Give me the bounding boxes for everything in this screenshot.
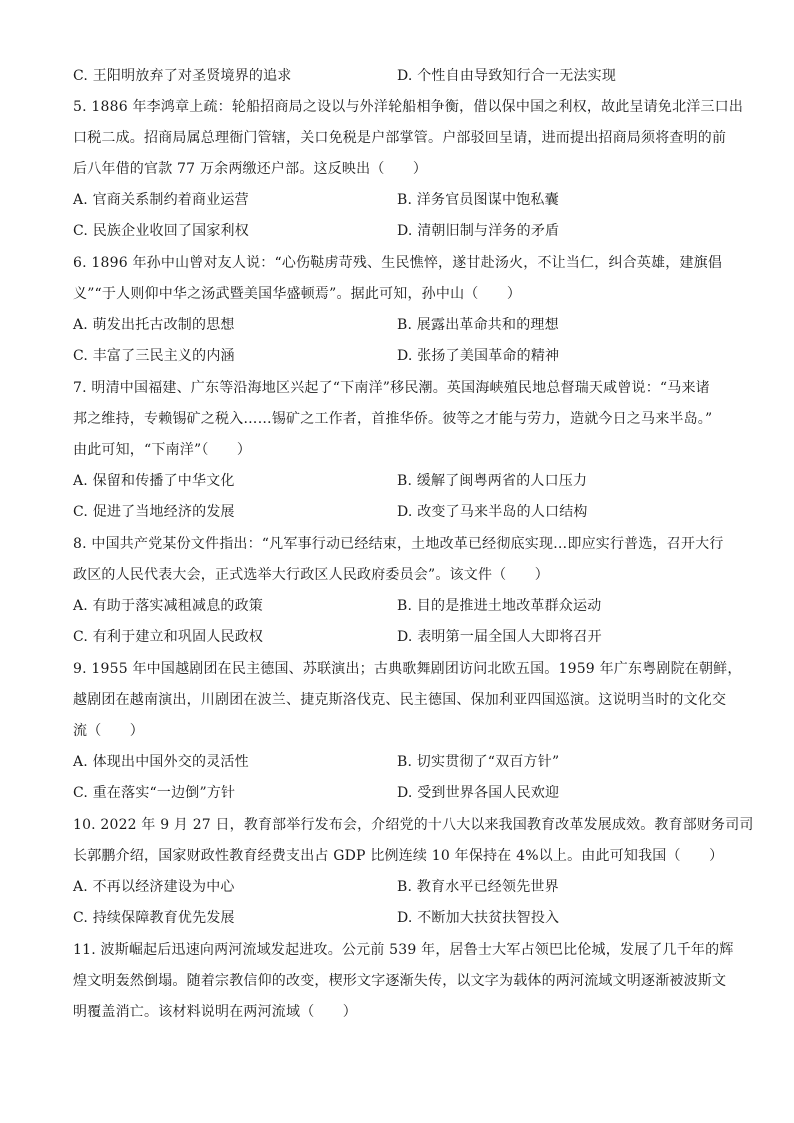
q8-option-b: B. 目的是推进土地改革群众运动 (397, 598, 602, 614)
q10-option-a: A. 不再以经济建设为中心 (73, 879, 235, 895)
q5-option-d: D. 清朝旧制与洋务的矛盾 (397, 223, 560, 239)
q10-stem-line-2: 长郭鹏介绍，国家财政性教育经费支出占 GDP 比例连续 10 年保持在 4%以上。由此可知我国（ ） (73, 848, 724, 864)
q5-option-c: C. 民族企业收回了国家利权 (73, 223, 249, 239)
q9-stem-line-1: 9. 1955 年中国越剧团在民主德国、苏联演出；古典歌舞剧团访问北欧五国。1959 年广东粤剧院在朝鲜， (73, 661, 742, 677)
q7-stem-line-1: 7. 明清中国福建、广东等沿海地区兴起了“下南洋”移民潮。英国海峡殖民地总督瑞天咸曾说：“马来诸 (73, 380, 710, 396)
q5-stem-line-1: 5. 1886 年李鸿章上疏：轮船招商局之设以与外洋轮船相争衡，借以保中国之利权，故此呈请免北洋三口出 (73, 99, 744, 115)
q9-option-c: C. 重在落实“一边倒”方针 (73, 785, 236, 801)
q6-option-a: A. 萌发出托古改制的思想 (73, 317, 235, 333)
q5-option-a: A. 官商关系制约着商业运营 (73, 192, 249, 208)
q6-stem-line-1: 6. 1896 年孙中山曾对友人说：“心伤鞑虏苛残、生民憔悴，遂甘赴汤火，不让当仁，纠合英雄，建旗倡 (73, 255, 723, 271)
q8-stem-line-2: 政区的人民代表大会，正式选举大行政区人民政府委员会”。该文件（ ） (73, 567, 549, 583)
q9-stem-line-3: 流（ ） (73, 723, 144, 739)
q5-option-b: B. 洋务官员图谋中饱私囊 (397, 192, 559, 208)
q7-option-d: D. 改变了马来半岛的人口结构 (397, 504, 588, 520)
q7-stem-line-2: 邦之维持，专赖锡矿之税入……锡矿之工作者，首推华侨。彼等之才能与劳力，造就今日之马来半岛。” (73, 411, 713, 427)
q8-option-c: C. 有利于建立和巩固人民政权 (73, 629, 264, 645)
q7-option-c: C. 促进了当地经济的发展 (73, 504, 235, 520)
q6-option-d: D. 张扬了美国革命的精神 (397, 348, 560, 364)
q9-option-b: B. 切实贯彻了“双百方针” (397, 754, 560, 770)
q7-option-a: A. 保留和传播了中华文化 (73, 473, 235, 489)
q10-stem-line-1: 10. 2022 年 9 月 27 日，教育部举行发布会，介绍党的十八大以来我国教育改革发展成效。教育部财务司司 (73, 817, 754, 833)
q10-option-d: D. 不断加大扶贫扶智投入 (397, 910, 560, 926)
q11-stem-line-3: 明覆盖消亡。该材料说明在两河流域（ ） (73, 1004, 357, 1020)
q4-option-d: D. 个性自由导致知行合一无法实现 (397, 68, 617, 84)
q8-option-d: D. 表明第一届全国人大即将召开 (397, 629, 602, 645)
q11-stem-line-1: 11. 波斯崛起后迅速向两河流域发起进攻。公元前 539 年，居鲁士大军占领巴比伦城，发展了几千年的辉 (73, 942, 734, 958)
q9-stem-line-2: 越剧团在越南演出，川剧团在波兰、捷克斯洛伐克、民主德国、保加利亚四国巡演。这说明当时的文化交 (73, 692, 727, 708)
q8-stem-line-1: 8. 中国共产党某份文件指出：“凡军事行动已经结束，土地改革已经彻底实现…即应实行普选，召开大行 (73, 536, 724, 552)
q4-option-c: C. 王阳明放弃了对圣贤境界的追求 (73, 68, 292, 84)
q9-option-a: A. 体现出中国外交的灵活性 (73, 754, 249, 770)
q5-stem-line-2: 口税二成。招商局属总理衙门管辖，关口免税是户部掌管。户部驳回呈请，进而提出招商局须将查明的前 (73, 130, 727, 146)
q6-option-b: B. 展露出革命共和的理想 (397, 317, 559, 333)
q10-option-b: B. 教育水平已经领先世界 (397, 879, 559, 895)
q7-stem-line-3: 由此可知，“下南洋”（ ） (73, 442, 252, 458)
q6-option-c: C. 丰富了三民主义的内涵 (73, 348, 235, 364)
q7-option-b: B. 缓解了闽粤两省的人口压力 (397, 473, 588, 489)
q5-stem-line-3: 后八年借的官款 77 万余两缴还户部。这反映出（ ） (73, 161, 428, 177)
q6-stem-line-2: 义”“于人则仰中华之汤武暨美国华盛顿焉”。据此可知，孙中山（ ） (73, 286, 522, 302)
q9-option-d: D. 受到世界各国人民欢迎 (397, 785, 560, 801)
q8-option-a: A. 有助于落实减租减息的政策 (73, 598, 264, 614)
q11-stem-line-2: 煌文明轰然倒塌。随着宗教信仰的改变，楔形文字逐渐失传，以文字为载体的两河流域文明逐渐被波斯文 (73, 973, 727, 989)
q10-option-c: C. 持续保障教育优先发展 (73, 910, 235, 926)
